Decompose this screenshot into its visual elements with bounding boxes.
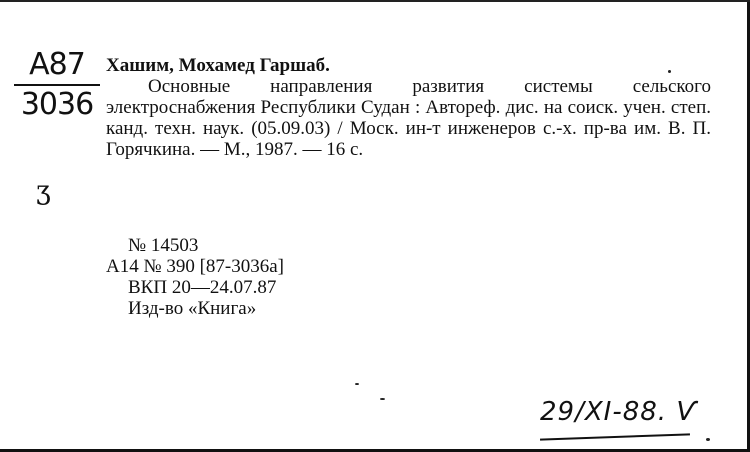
handwriting-underline (540, 433, 690, 440)
speck (706, 438, 710, 441)
speck (355, 383, 359, 385)
author-heading: Хашим, Мохамед Гаршаб. (106, 55, 330, 76)
entry-description: Основные направления развития системы сельского электроснабжения Республики Судан : Автореф. дис. на соиск. учен. степ. канд. техн. наук. (05.09.03) / Моск. ин-т инженеров с.-х. пр-ва им. В. П. Горячкина. — М., 1987. — 16 с. (106, 76, 711, 160)
shelf-mark (14, 47, 100, 122)
handwritten-date: 29/XI-88. Ѵ (540, 397, 698, 427)
shelf-mark-top: A87 (14, 50, 100, 86)
card-top-edge (0, 0, 750, 2)
card-metadata (106, 235, 284, 319)
speck (380, 398, 385, 400)
bibliographic-entry (106, 55, 711, 160)
shelf-mark-bottom: 3036 (20, 87, 94, 122)
speck (668, 70, 671, 73)
card-number: № 14503 (128, 235, 199, 256)
publisher-line: Изд-во «Книга» (128, 298, 257, 319)
vkp-line: ВКП 20—24.07.87 (128, 277, 277, 298)
a14-line: А14 № 390 [87-3036а] (106, 256, 285, 277)
handwritten-mark: ӡ (36, 176, 51, 206)
